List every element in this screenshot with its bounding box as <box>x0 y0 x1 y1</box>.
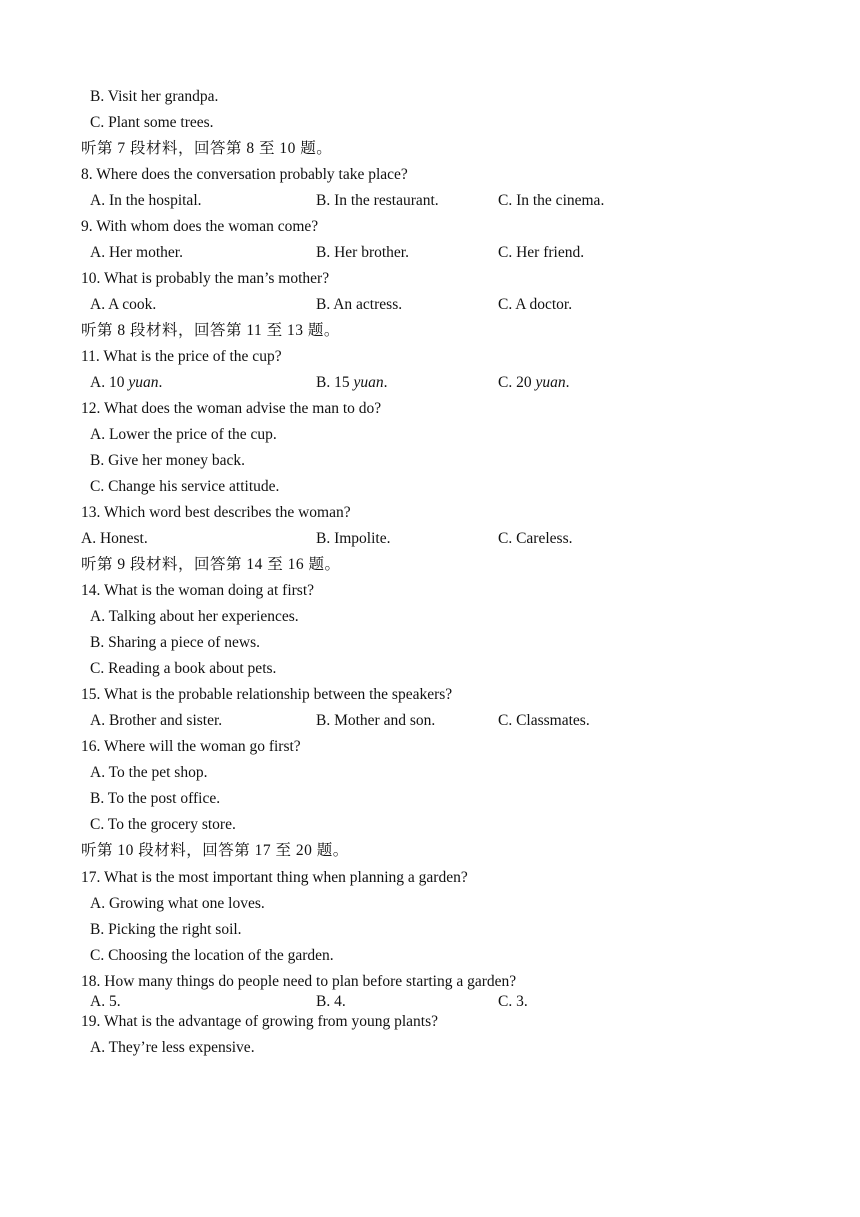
q17-option-b: B. Picking the right soil. <box>90 921 242 938</box>
q11-option-a: A. 10 yuan. <box>90 374 163 391</box>
q18-option-a: A. 5. <box>90 993 121 1010</box>
q12-option-b: B. Give her money back. <box>90 452 245 469</box>
q19-stem: 19. What is the advantage of growing from young plants? <box>81 1013 438 1030</box>
q16-option-b: B. To the post office. <box>90 790 221 807</box>
q16-option-c: C. To the grocery store. <box>90 816 236 833</box>
q17-stem: 17. What is the most important thing when planning a garden? <box>81 869 468 886</box>
section-10-instruction: 听第 10 段材料，回答第 17 至 20 题。 <box>81 842 349 859</box>
q12-option-c: C. Change his service attitude. <box>90 478 280 495</box>
q15-stem: 15. What is the probable relationship between the speakers? <box>81 686 453 703</box>
q14-option-a: A. Talking about her experiences. <box>90 608 299 625</box>
q18-options <box>0 992 860 1012</box>
q10-option-c: C. A doctor. <box>498 296 573 313</box>
q17-option-a: A. Growing what one loves. <box>90 895 265 912</box>
q11-option-c: C. 20 yuan. <box>498 374 570 391</box>
section-8-instruction: 听第 8 段材料，回答第 11 至 13 题。 <box>81 322 340 339</box>
q9-option-b: B. Her brother. <box>316 244 409 261</box>
q14-option-b: B. Sharing a piece of news. <box>90 634 261 651</box>
q15-options <box>0 711 860 731</box>
q14-option-c: C. Reading a book about pets. <box>90 660 277 677</box>
q16-option-a: A. To the pet shop. <box>90 764 208 781</box>
q15-option-a: A. Brother and sister. <box>90 712 223 729</box>
q13-option-a: A. Honest. <box>81 530 148 547</box>
q8-option-b: B. In the restaurant. <box>316 192 439 209</box>
q18-option-c: C. 3. <box>498 993 528 1010</box>
q18-stem: 18. How many things do people need to plan before starting a garden? <box>81 973 517 990</box>
q13-options <box>0 529 860 549</box>
q10-stem: 10. What is probably the man’s mother? <box>81 270 330 287</box>
q9-stem: 9. With whom does the woman come? <box>81 218 319 235</box>
q12-stem: 12. What does the woman advise the man to do? <box>81 400 382 417</box>
q13-option-c: C. Careless. <box>498 530 573 547</box>
q10-option-b: B. An actress. <box>316 296 403 313</box>
q9-option-c: C. Her friend. <box>498 244 585 261</box>
q15-option-b: B. Mother and son. <box>316 712 436 729</box>
q8-stem: 8. Where does the conversation probably take place? <box>81 166 408 183</box>
q11-stem: 11. What is the price of the cup? <box>81 348 282 365</box>
q9-option-a: A. Her mother. <box>90 244 183 261</box>
q18-option-b: B. 4. <box>316 993 346 1010</box>
q8-options <box>0 191 860 211</box>
q13-stem: 13. Which word best describes the woman? <box>81 504 351 521</box>
q11-option-b: B. 15 yuan. <box>316 374 388 391</box>
section-7-instruction: 听第 7 段材料，回答第 8 至 10 题。 <box>81 140 333 157</box>
q8-option-c: C. In the cinema. <box>498 192 605 209</box>
q9-options <box>0 243 860 263</box>
q14-stem: 14. What is the woman doing at first? <box>81 582 315 599</box>
q19-option-a: A. They’re less expensive. <box>90 1039 255 1056</box>
q16-stem: 16. Where will the woman go first? <box>81 738 301 755</box>
q12-option-a: A. Lower the price of the cup. <box>90 426 277 443</box>
q7-option-c: C. Plant some trees. <box>90 114 214 131</box>
q13-option-b: B. Impolite. <box>316 530 391 547</box>
q17-option-c: C. Choosing the location of the garden. <box>90 947 334 964</box>
q7-option-b: B. Visit her grandpa. <box>90 88 219 105</box>
section-9-instruction: 听第 9 段材料，回答第 14 至 16 题。 <box>81 556 341 573</box>
q15-option-c: C. Classmates. <box>498 712 590 729</box>
q10-options <box>0 295 860 315</box>
q10-option-a: A. A cook. <box>90 296 157 313</box>
q8-option-a: A. In the hospital. <box>90 192 202 209</box>
q11-options <box>0 373 860 393</box>
